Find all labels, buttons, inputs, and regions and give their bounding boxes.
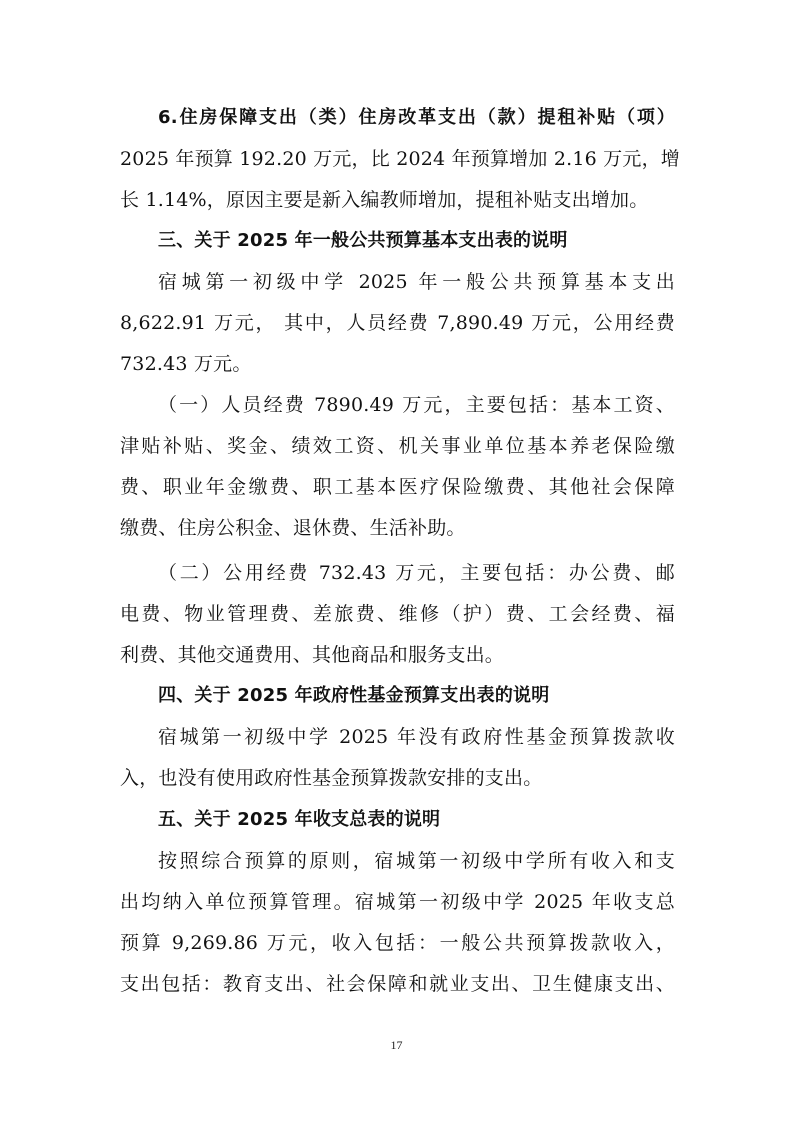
section-heading-revenue-expenditure: 五、关于 2025 年收支总表的说明	[158, 809, 441, 830]
section-heading-basic-expenditure: 三、关于 2025 年一般公共预算基本支出表的说明	[158, 230, 568, 251]
paragraph-line: 费、职业年金缴费、职工基本医疗保险缴费、其他社会保障	[120, 476, 675, 498]
paragraph-line: 利费、其他交通费用、其他商品和服务支出。	[120, 644, 505, 666]
page-number: 17	[390, 1038, 403, 1052]
paragraph-line: 宿城第一初级中学 2025 年一般公共预算基本支出	[158, 271, 675, 293]
paragraph-line: （二）公用经费 732.43 万元，主要包括：办公费、邮	[158, 562, 675, 584]
paragraph-line: 缴费、住房公积金、退休费、生活补助。	[120, 517, 466, 539]
paragraph-line: 732.43 万元。	[120, 353, 252, 375]
paragraph-line: 出均纳入单位预算管理。宿城第一初级中学 2025 年收支总	[120, 891, 675, 913]
paragraph-line: 2025 年预算 192.20 万元，比 2024 年预算增加 2.16 万元，增	[120, 148, 680, 170]
paragraph-line: 宿城第一初级中学 2025 年没有政府性基金预算拨款收	[158, 726, 675, 748]
section-heading-housing-subsidy: 6.住房保障支出（类）住房改革支出（款）提租补贴（项）	[158, 107, 675, 128]
paragraph-line: 电费、物业管理费、差旅费、维修（护）费、工会经费、福	[120, 603, 675, 625]
paragraph-line: 入，也没有使用政府性基金预算拨款安排的支出。	[120, 767, 543, 789]
paragraph-line: 预算 9,269.86 万元，收入包括：一般公共预算拨款收入，	[120, 932, 675, 954]
paragraph-line: 按照综合预算的原则，宿城第一初级中学所有收入和支	[158, 850, 675, 872]
paragraph-line: 8,622.91 万元， 其中，人员经费 7,890.49 万元，公用经费	[120, 312, 675, 334]
paragraph-line: 支出包括：教育支出、社会保障和就业支出、卫生健康支出、	[120, 973, 675, 995]
section-heading-government-fund: 四、关于 2025 年政府性基金预算支出表的说明	[158, 685, 550, 706]
paragraph-line: 津贴补贴、奖金、绩效工资、机关事业单位基本养老保险缴	[120, 435, 675, 457]
paragraph-line: 长 1.14%，原因主要是新入编教师增加，提租补贴支出增加。	[120, 189, 649, 211]
paragraph-line: （一）人员经费 7890.49 万元，主要包括：基本工资、	[158, 394, 675, 416]
